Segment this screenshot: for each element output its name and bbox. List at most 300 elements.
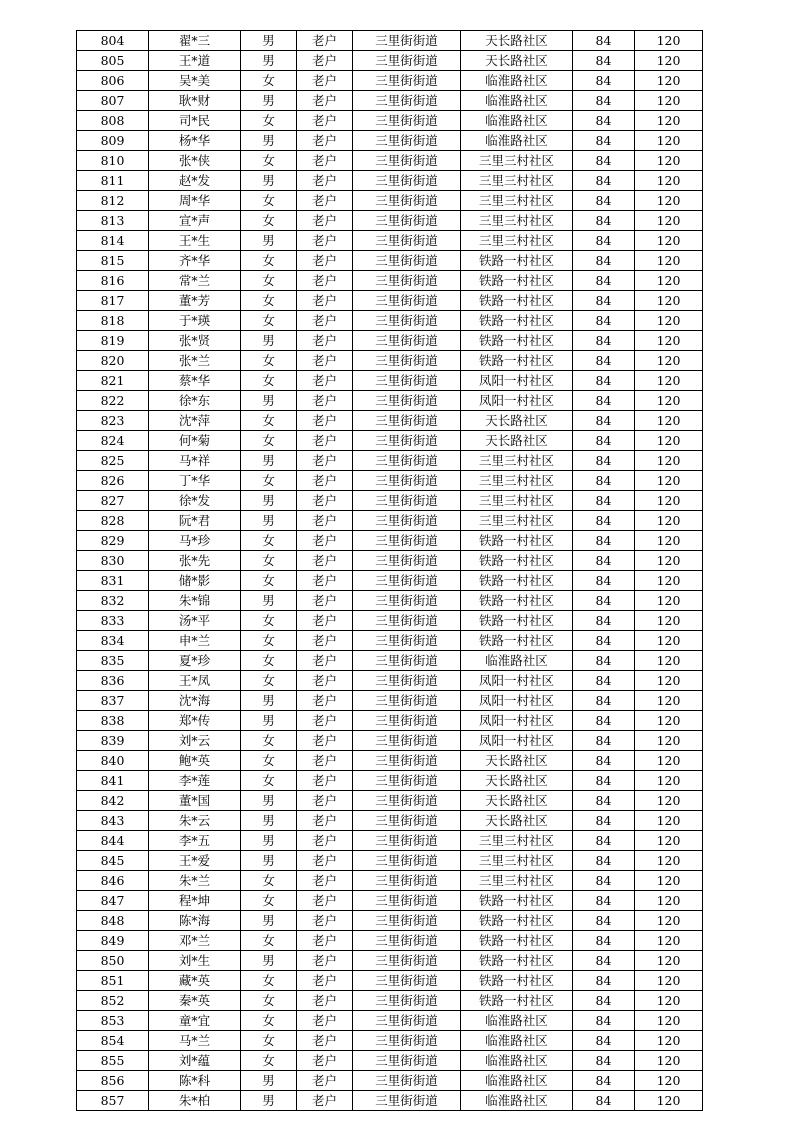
name-cell: 翟*三	[149, 31, 241, 51]
row-number-cell: 851	[77, 971, 149, 991]
amount-a-cell: 84	[573, 1031, 635, 1051]
amount-a-cell: 84	[573, 551, 635, 571]
table-row	[77, 1091, 703, 1111]
name-cell: 郑*传	[149, 711, 241, 731]
subdistrict-cell: 三里街街道	[353, 391, 461, 411]
subdistrict-cell: 三里街街道	[353, 611, 461, 631]
row-number-cell: 834	[77, 631, 149, 651]
row-number-cell: 829	[77, 531, 149, 551]
name-cell: 董*国	[149, 791, 241, 811]
gender-cell: 男	[241, 1091, 297, 1111]
table-row	[77, 951, 703, 971]
community-cell: 临淮路社区	[461, 131, 573, 151]
gender-cell: 女	[241, 531, 297, 551]
row-number-cell: 832	[77, 591, 149, 611]
name-cell: 王*生	[149, 231, 241, 251]
name-cell: 周*华	[149, 191, 241, 211]
amount-a-cell: 84	[573, 71, 635, 91]
subdistrict-cell: 三里街街道	[353, 491, 461, 511]
table-row	[77, 551, 703, 571]
table-row	[77, 591, 703, 611]
household-type-cell: 老户	[297, 271, 353, 291]
name-cell: 储*影	[149, 571, 241, 591]
amount-a-cell: 84	[573, 931, 635, 951]
table-row	[77, 471, 703, 491]
household-type-cell: 老户	[297, 211, 353, 231]
amount-a-cell: 84	[573, 151, 635, 171]
household-type-cell: 老户	[297, 231, 353, 251]
table-row	[77, 91, 703, 111]
table-row	[77, 711, 703, 731]
gender-cell: 男	[241, 831, 297, 851]
gender-cell: 女	[241, 471, 297, 491]
community-cell: 铁路一村社区	[461, 891, 573, 911]
household-type-cell: 老户	[297, 771, 353, 791]
table-row	[77, 211, 703, 231]
row-number-cell: 849	[77, 931, 149, 951]
amount-b-cell: 120	[635, 551, 703, 571]
household-type-cell: 老户	[297, 391, 353, 411]
household-type-cell: 老户	[297, 1011, 353, 1031]
gender-cell: 女	[241, 631, 297, 651]
table-row	[77, 231, 703, 251]
amount-b-cell: 120	[635, 731, 703, 751]
amount-b-cell: 120	[635, 91, 703, 111]
community-cell: 铁路一村社区	[461, 311, 573, 331]
table-row	[77, 251, 703, 271]
amount-a-cell: 84	[573, 431, 635, 451]
household-type-cell: 老户	[297, 471, 353, 491]
gender-cell: 女	[241, 571, 297, 591]
amount-b-cell: 120	[635, 491, 703, 511]
household-type-cell: 老户	[297, 951, 353, 971]
household-type-cell: 老户	[297, 31, 353, 51]
gender-cell: 女	[241, 671, 297, 691]
gender-cell: 男	[241, 171, 297, 191]
gender-cell: 女	[241, 871, 297, 891]
community-cell: 铁路一村社区	[461, 351, 573, 371]
subdistrict-cell: 三里街街道	[353, 1051, 461, 1071]
row-number-cell: 856	[77, 1071, 149, 1091]
table-row	[77, 1011, 703, 1031]
amount-a-cell: 84	[573, 671, 635, 691]
name-cell: 刘*蕴	[149, 1051, 241, 1071]
amount-b-cell: 120	[635, 611, 703, 631]
amount-a-cell: 84	[573, 691, 635, 711]
table-row	[77, 451, 703, 471]
table-row	[77, 131, 703, 151]
amount-a-cell: 84	[573, 311, 635, 331]
name-cell: 李*五	[149, 831, 241, 851]
amount-a-cell: 84	[573, 331, 635, 351]
community-cell: 临淮路社区	[461, 91, 573, 111]
gender-cell: 男	[241, 491, 297, 511]
household-type-cell: 老户	[297, 291, 353, 311]
subdistrict-cell: 三里街街道	[353, 371, 461, 391]
amount-a-cell: 84	[573, 391, 635, 411]
table-row	[77, 671, 703, 691]
table-row	[77, 531, 703, 551]
household-type-cell: 老户	[297, 511, 353, 531]
row-number-cell: 825	[77, 451, 149, 471]
table-row	[77, 511, 703, 531]
subdistrict-cell: 三里街街道	[353, 951, 461, 971]
row-number-cell: 846	[77, 871, 149, 891]
row-number-cell: 814	[77, 231, 149, 251]
subdistrict-cell: 三里街街道	[353, 311, 461, 331]
community-cell: 三里三村社区	[461, 191, 573, 211]
row-number-cell: 841	[77, 771, 149, 791]
household-type-cell: 老户	[297, 51, 353, 71]
amount-b-cell: 120	[635, 1051, 703, 1071]
table-row	[77, 111, 703, 131]
amount-b-cell: 120	[635, 111, 703, 131]
subdistrict-cell: 三里街街道	[353, 1071, 461, 1091]
row-number-cell: 840	[77, 751, 149, 771]
gender-cell: 男	[241, 911, 297, 931]
subdistrict-cell: 三里街街道	[353, 711, 461, 731]
row-number-cell: 844	[77, 831, 149, 851]
subdistrict-cell: 三里街街道	[353, 811, 461, 831]
name-cell: 徐*发	[149, 491, 241, 511]
amount-b-cell: 120	[635, 691, 703, 711]
household-type-cell: 老户	[297, 891, 353, 911]
gender-cell: 女	[241, 371, 297, 391]
amount-a-cell: 84	[573, 711, 635, 731]
table-row	[77, 151, 703, 171]
amount-b-cell: 120	[635, 811, 703, 831]
household-type-cell: 老户	[297, 651, 353, 671]
table-row	[77, 351, 703, 371]
name-cell: 丁*华	[149, 471, 241, 491]
gender-cell: 女	[241, 931, 297, 951]
row-number-cell: 831	[77, 571, 149, 591]
household-type-cell: 老户	[297, 971, 353, 991]
amount-b-cell: 120	[635, 591, 703, 611]
row-number-cell: 821	[77, 371, 149, 391]
name-cell: 张*贤	[149, 331, 241, 351]
row-number-cell: 818	[77, 311, 149, 331]
name-cell: 朱*柏	[149, 1091, 241, 1111]
community-cell: 铁路一村社区	[461, 271, 573, 291]
amount-b-cell: 120	[635, 131, 703, 151]
name-cell: 蔡*华	[149, 371, 241, 391]
community-cell: 临淮路社区	[461, 71, 573, 91]
table-row	[77, 271, 703, 291]
name-cell: 沈*海	[149, 691, 241, 711]
community-cell: 三里三村社区	[461, 491, 573, 511]
gender-cell: 男	[241, 91, 297, 111]
name-cell: 李*莲	[149, 771, 241, 791]
table-row	[77, 371, 703, 391]
name-cell: 沈*萍	[149, 411, 241, 431]
amount-a-cell: 84	[573, 1051, 635, 1071]
name-cell: 秦*英	[149, 991, 241, 1011]
subdistrict-cell: 三里街街道	[353, 131, 461, 151]
subdistrict-cell: 三里街街道	[353, 51, 461, 71]
amount-b-cell: 120	[635, 1011, 703, 1031]
amount-b-cell: 120	[635, 851, 703, 871]
subdistrict-cell: 三里街街道	[353, 571, 461, 591]
amount-a-cell: 84	[573, 1011, 635, 1031]
subdistrict-cell: 三里街街道	[353, 591, 461, 611]
community-cell: 天长路社区	[461, 411, 573, 431]
household-type-cell: 老户	[297, 911, 353, 931]
row-number-cell: 816	[77, 271, 149, 291]
gender-cell: 女	[241, 191, 297, 211]
amount-a-cell: 84	[573, 1071, 635, 1091]
household-type-cell: 老户	[297, 791, 353, 811]
subdistrict-cell: 三里街街道	[353, 71, 461, 91]
community-cell: 临淮路社区	[461, 1051, 573, 1071]
household-type-cell: 老户	[297, 931, 353, 951]
gender-cell: 男	[241, 51, 297, 71]
subdistrict-cell: 三里街街道	[353, 111, 461, 131]
name-cell: 程*坤	[149, 891, 241, 911]
household-type-cell: 老户	[297, 691, 353, 711]
community-cell: 临淮路社区	[461, 1011, 573, 1031]
household-type-cell: 老户	[297, 451, 353, 471]
gender-cell: 女	[241, 411, 297, 431]
amount-a-cell: 84	[573, 291, 635, 311]
subdistrict-cell: 三里街街道	[353, 151, 461, 171]
subdistrict-cell: 三里街街道	[353, 791, 461, 811]
household-type-cell: 老户	[297, 671, 353, 691]
row-number-cell: 810	[77, 151, 149, 171]
row-number-cell: 843	[77, 811, 149, 831]
name-cell: 张*侠	[149, 151, 241, 171]
row-number-cell: 854	[77, 1031, 149, 1051]
table-row	[77, 871, 703, 891]
gender-cell: 女	[241, 771, 297, 791]
community-cell: 凤阳一村社区	[461, 711, 573, 731]
amount-a-cell: 84	[573, 491, 635, 511]
community-cell: 临淮路社区	[461, 651, 573, 671]
subdistrict-cell: 三里街街道	[353, 871, 461, 891]
table-row	[77, 491, 703, 511]
amount-a-cell: 84	[573, 371, 635, 391]
row-number-cell: 845	[77, 851, 149, 871]
row-number-cell: 823	[77, 411, 149, 431]
gender-cell: 男	[241, 1071, 297, 1091]
gender-cell: 女	[241, 731, 297, 751]
amount-a-cell: 84	[573, 651, 635, 671]
gender-cell: 女	[241, 551, 297, 571]
gender-cell: 男	[241, 331, 297, 351]
community-cell: 铁路一村社区	[461, 911, 573, 931]
community-cell: 临淮路社区	[461, 1091, 573, 1111]
name-cell: 马*祥	[149, 451, 241, 471]
table-row	[77, 911, 703, 931]
amount-b-cell: 120	[635, 311, 703, 331]
community-cell: 三里三村社区	[461, 231, 573, 251]
household-type-cell: 老户	[297, 811, 353, 831]
amount-b-cell: 120	[635, 271, 703, 291]
amount-a-cell: 84	[573, 611, 635, 631]
table-row	[77, 571, 703, 591]
row-number-cell: 824	[77, 431, 149, 451]
household-type-cell: 老户	[297, 551, 353, 571]
amount-b-cell: 120	[635, 291, 703, 311]
community-cell: 铁路一村社区	[461, 631, 573, 651]
name-cell: 宣*声	[149, 211, 241, 231]
household-type-cell: 老户	[297, 151, 353, 171]
amount-a-cell: 84	[573, 591, 635, 611]
gender-cell: 女	[241, 751, 297, 771]
subdistrict-cell: 三里街街道	[353, 31, 461, 51]
subdistrict-cell: 三里街街道	[353, 731, 461, 751]
gender-cell: 男	[241, 231, 297, 251]
table-row	[77, 751, 703, 771]
subdistrict-cell: 三里街街道	[353, 411, 461, 431]
subdistrict-cell: 三里街街道	[353, 771, 461, 791]
row-number-cell: 804	[77, 31, 149, 51]
community-cell: 临淮路社区	[461, 1031, 573, 1051]
row-number-cell: 826	[77, 471, 149, 491]
name-cell: 杨*华	[149, 131, 241, 151]
household-type-cell: 老户	[297, 591, 353, 611]
amount-a-cell: 84	[573, 411, 635, 431]
community-cell: 铁路一村社区	[461, 551, 573, 571]
community-cell: 三里三村社区	[461, 511, 573, 531]
community-cell: 铁路一村社区	[461, 931, 573, 951]
gender-cell: 女	[241, 311, 297, 331]
household-type-cell: 老户	[297, 751, 353, 771]
amount-b-cell: 120	[635, 1091, 703, 1111]
table-row	[77, 71, 703, 91]
amount-a-cell: 84	[573, 31, 635, 51]
household-type-cell: 老户	[297, 91, 353, 111]
household-type-cell: 老户	[297, 251, 353, 271]
amount-b-cell: 120	[635, 911, 703, 931]
gender-cell: 女	[241, 291, 297, 311]
subdistrict-cell: 三里街街道	[353, 451, 461, 471]
amount-b-cell: 120	[635, 391, 703, 411]
amount-a-cell: 84	[573, 871, 635, 891]
amount-b-cell: 120	[635, 631, 703, 651]
table-row	[77, 851, 703, 871]
community-cell: 凤阳一村社区	[461, 391, 573, 411]
gender-cell: 男	[241, 711, 297, 731]
subdistrict-cell: 三里街街道	[353, 171, 461, 191]
subdistrict-cell: 三里街街道	[353, 851, 461, 871]
row-number-cell: 815	[77, 251, 149, 271]
subdistrict-cell: 三里街街道	[353, 751, 461, 771]
amount-a-cell: 84	[573, 971, 635, 991]
subdistrict-cell: 三里街街道	[353, 191, 461, 211]
household-type-cell: 老户	[297, 611, 353, 631]
subdistrict-cell: 三里街街道	[353, 211, 461, 231]
row-number-cell: 835	[77, 651, 149, 671]
subdistrict-cell: 三里街街道	[353, 671, 461, 691]
amount-b-cell: 120	[635, 671, 703, 691]
name-cell: 陈*科	[149, 1071, 241, 1091]
gender-cell: 女	[241, 111, 297, 131]
table-row	[77, 771, 703, 791]
amount-a-cell: 84	[573, 1091, 635, 1111]
gender-cell: 女	[241, 1031, 297, 1051]
household-type-cell: 老户	[297, 851, 353, 871]
table-row	[77, 991, 703, 1011]
amount-a-cell: 84	[573, 771, 635, 791]
household-type-cell: 老户	[297, 631, 353, 651]
amount-a-cell: 84	[573, 891, 635, 911]
gender-cell: 女	[241, 611, 297, 631]
community-cell: 凤阳一村社区	[461, 671, 573, 691]
community-cell: 凤阳一村社区	[461, 731, 573, 751]
roster-body	[77, 31, 703, 1111]
gender-cell: 女	[241, 651, 297, 671]
amount-b-cell: 120	[635, 171, 703, 191]
row-number-cell: 850	[77, 951, 149, 971]
subdistrict-cell: 三里街街道	[353, 471, 461, 491]
row-number-cell: 812	[77, 191, 149, 211]
name-cell: 陈*海	[149, 911, 241, 931]
amount-b-cell: 120	[635, 71, 703, 91]
row-number-cell: 852	[77, 991, 149, 1011]
community-cell: 临淮路社区	[461, 111, 573, 131]
table-row	[77, 331, 703, 351]
gender-cell: 女	[241, 991, 297, 1011]
subdistrict-cell: 三里街街道	[353, 331, 461, 351]
amount-b-cell: 120	[635, 1031, 703, 1051]
name-cell: 朱*云	[149, 811, 241, 831]
amount-b-cell: 120	[635, 431, 703, 451]
community-cell: 三里三村社区	[461, 171, 573, 191]
gender-cell: 男	[241, 591, 297, 611]
gender-cell: 男	[241, 851, 297, 871]
household-type-cell: 老户	[297, 571, 353, 591]
row-number-cell: 830	[77, 551, 149, 571]
community-cell: 临淮路社区	[461, 1071, 573, 1091]
amount-a-cell: 84	[573, 231, 635, 251]
subdistrict-cell: 三里街街道	[353, 931, 461, 951]
household-type-cell: 老户	[297, 711, 353, 731]
table-row	[77, 791, 703, 811]
table-row	[77, 311, 703, 331]
name-cell: 常*兰	[149, 271, 241, 291]
amount-b-cell: 120	[635, 991, 703, 1011]
row-number-cell: 820	[77, 351, 149, 371]
amount-a-cell: 84	[573, 251, 635, 271]
gender-cell: 男	[241, 951, 297, 971]
row-number-cell: 848	[77, 911, 149, 931]
household-type-cell: 老户	[297, 871, 353, 891]
row-number-cell: 837	[77, 691, 149, 711]
community-cell: 铁路一村社区	[461, 251, 573, 271]
community-cell: 三里三村社区	[461, 831, 573, 851]
roster-table	[76, 30, 703, 1111]
amount-a-cell: 84	[573, 91, 635, 111]
name-cell: 张*先	[149, 551, 241, 571]
household-type-cell: 老户	[297, 491, 353, 511]
row-number-cell: 827	[77, 491, 149, 511]
name-cell: 刘*云	[149, 731, 241, 751]
name-cell: 吴*美	[149, 71, 241, 91]
name-cell: 申*兰	[149, 631, 241, 651]
amount-b-cell: 120	[635, 831, 703, 851]
subdistrict-cell: 三里街街道	[353, 651, 461, 671]
community-cell: 三里三村社区	[461, 211, 573, 231]
name-cell: 于*瑛	[149, 311, 241, 331]
name-cell: 汤*平	[149, 611, 241, 631]
row-number-cell: 806	[77, 71, 149, 91]
household-type-cell: 老户	[297, 1051, 353, 1071]
name-cell: 王*爱	[149, 851, 241, 871]
subdistrict-cell: 三里街街道	[353, 551, 461, 571]
amount-b-cell: 120	[635, 951, 703, 971]
amount-a-cell: 84	[573, 191, 635, 211]
